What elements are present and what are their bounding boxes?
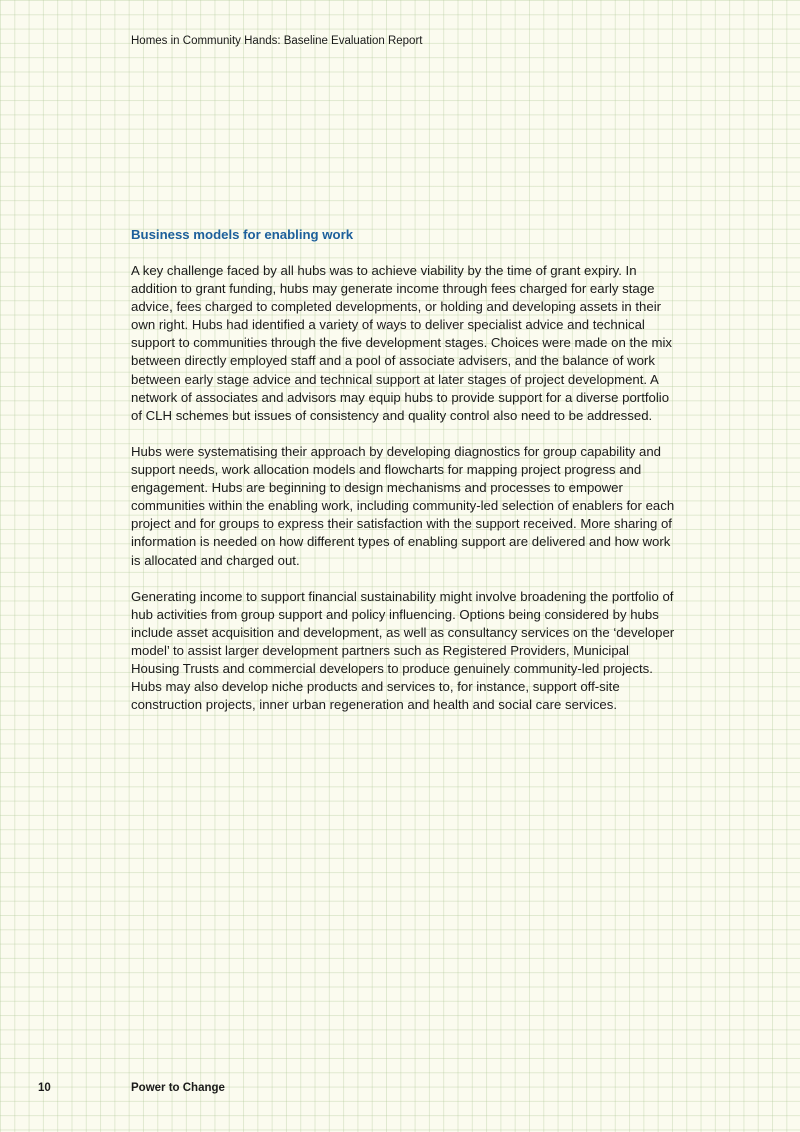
footer-brand: Power to Change xyxy=(131,1082,225,1094)
running-header-title: Homes in Community Hands: Baseline Evaluation Report xyxy=(131,35,423,47)
body-paragraph: Generating income to support financial sustainability might involve broadening the portfolio of hub activities from group support and policy influencing. Options being considered by hubs include asset acquisition and development, as well as consultancy services on the ‘developer model’ to assist larger development partners such as Registered Providers, Municipal Housing Trusts and commercial developers to produce genuinely community-led projects. Hubs may also develop niche products and services to, for instance, support off-site construction projects, inner urban regeneration and health and social care services. xyxy=(131,588,675,713)
main-content xyxy=(131,226,676,732)
page-number: 10 xyxy=(38,1082,51,1094)
body-paragraph: Hubs were systematising their approach by developing diagnostics for group capability and support needs, work allocation models and flowcharts for mapping project progress and engagement. Hubs are beginning to design mechanisms and processes to empower communities within the enabling work, including community-led selection of enablers for each project and for groups to express their satisfaction with the support received. More sharing of information is needed on how different types of enabling support are delivered and how work is allocated and charged out. xyxy=(131,443,675,568)
section-heading: Business models for enabling work xyxy=(131,227,354,242)
body-paragraph: A key challenge faced by all hubs was to achieve viability by the time of grant expiry. In addition to grant funding, hubs may generate income through fees charged for early stage advice, fees charged to completed developments, or holding and developing assets in their own right. Hubs had identified a variety of ways to deliver specialist advice and technical support to communities through the five development stages. Choices were made on the mix between directly employed staff and a pool of associate advisers, and the balance of work between early stage advice and technical support at later stages of project development. A network of associates and advisors may equip hubs to provide support for a diverse portfolio of CLH schemes but issues of consistency and quality control also need to be addressed. xyxy=(131,263,672,423)
